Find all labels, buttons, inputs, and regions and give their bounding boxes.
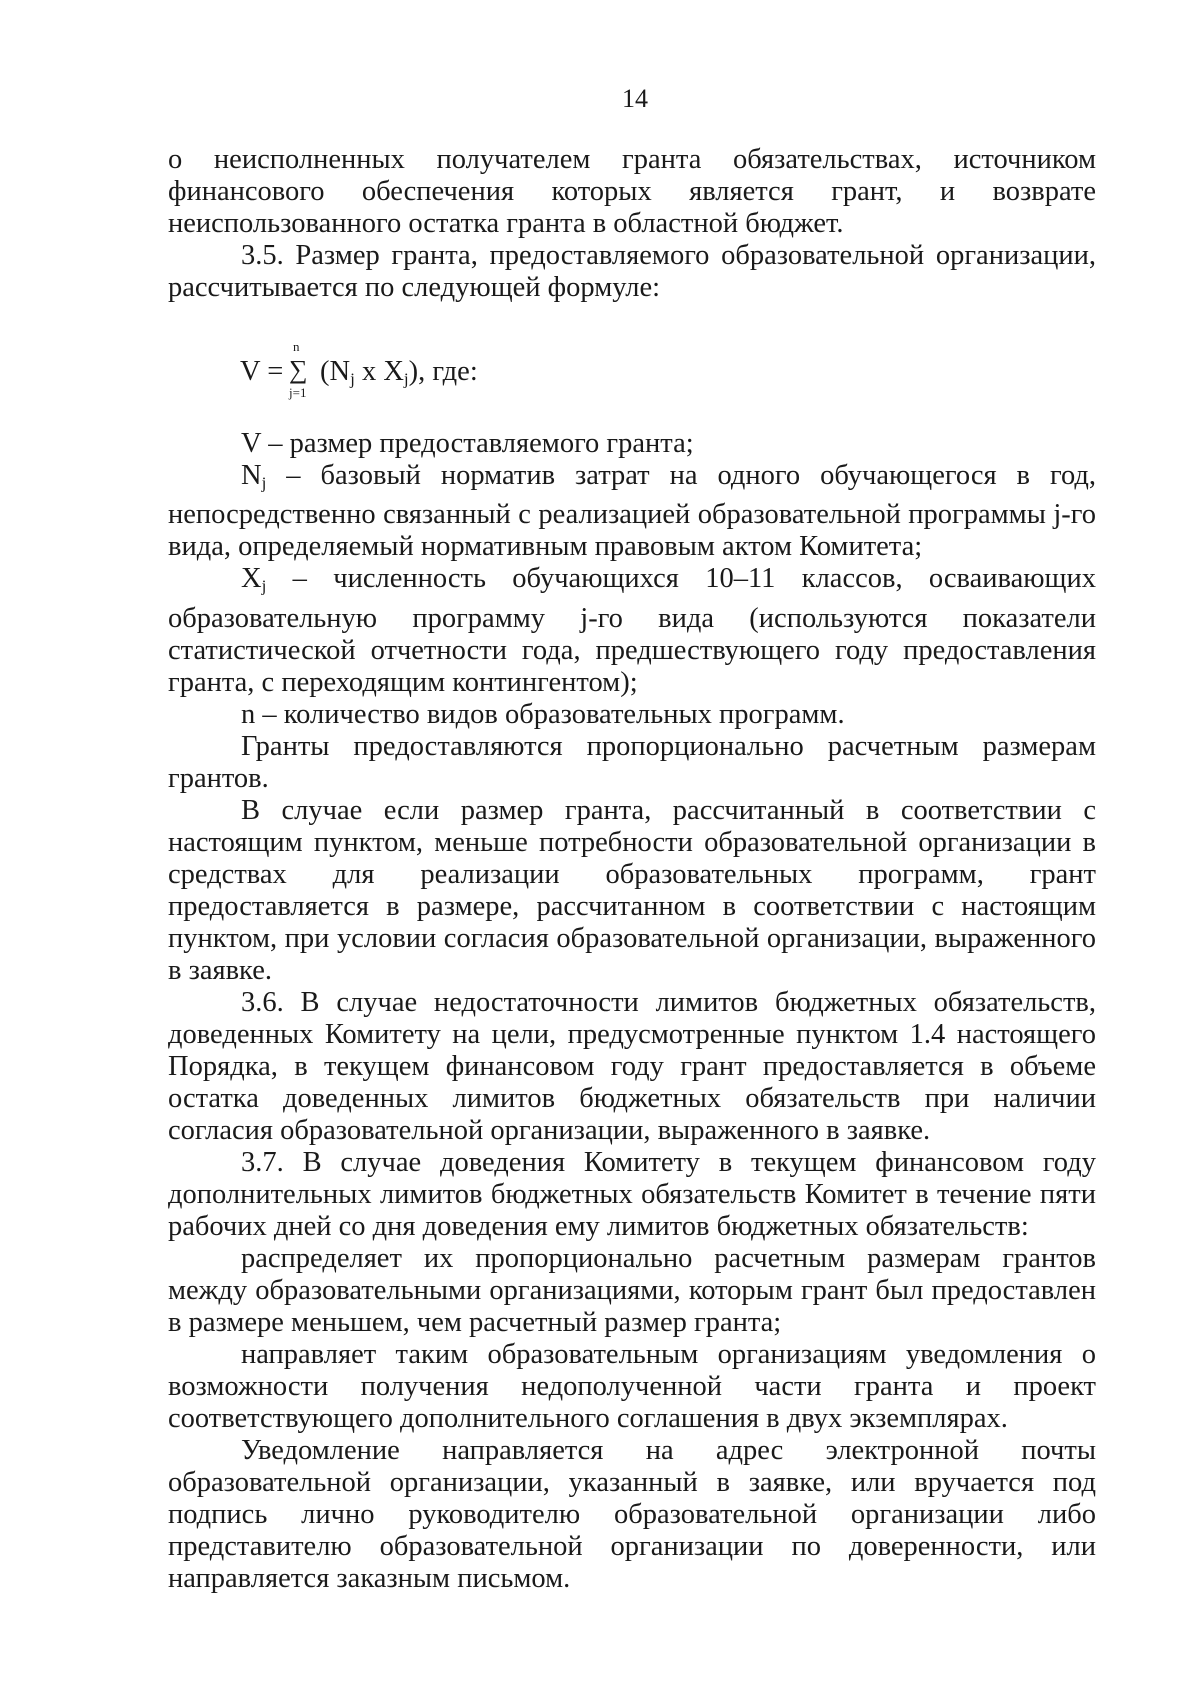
paragraph-grant-return: о неисполненных получателем гранта обязательствах, источником финансового обеспечения которых является грант, и возврате неиспользованного остатка гранта в областной бюджет. [168,144,1096,239]
definition-v: V – размер предоставляемого гранта; [241,428,694,459]
paragraph-grants-proportional: Гранты предоставляются пропорционально расчетным размерам грантов. [168,730,1096,794]
paragraph-grant-shortfall: В случае если размер гранта, рассчитанный в соответствии с настоящим пунктом, меньше потребности образовательной организации в средствах для реализации образовательных программ, грант предоставляется в размере, рассчитанном в соответствии с настоящим пунктом, при условии согласия образовательной организации, выраженного в заявке. [168,794,1096,986]
paragraph-notification: направляет таким образовательным организациям уведомления о возможности получения недополученной части гранта и проект соответствующего дополнительного соглашения в двух экземплярах. [168,1338,1096,1434]
grant-formula [240,340,640,420]
main-section [168,428,1096,1595]
paragraph-3-5: 3.5. Размер гранта, предоставляемого образовательной организации, рассчитывается по следующей формуле: [168,240,1096,303]
definition-x: $X_j$ – численность обучающихся 10–11 классов, осваивающих образовательную программу j-го вида (используются показатели статистической отчетности года, предшествующего году предоставления гранта, с переходящим контингентом); [168,563,1096,698]
formula-upper-limit: n [293,339,300,354]
sum-icon: ∑ [289,355,308,384]
intro-section [168,144,1096,304]
paragraph-delivery: Уведомление направляется на адрес электронной почты образовательной организации, указанный в заявке, или вручается под подпись лично руководителю образовательной организации либо представителю образовательной организации по доверенности, или направляется заказным письмом. [168,1434,1096,1594]
formula-rhs: ($N_j$ х $X_j$), где: [320,356,478,389]
formula-lower-limit: j=1 [289,385,307,400]
paragraph-distribution: распределяет их пропорционально расчетным размерам грантов между образовательными организациями, которым грант был предоставлен в размере меньшем, чем расчетный размер гранта; [168,1242,1096,1338]
definition-count: n – количество видов образовательных программ. [241,698,845,730]
definition-n: $N_j$ – базовый норматив затрат на одного обучающегося в год, непосредственно связанный с реализацией образовательной программы j-го вида, определяемый нормативным правовым актом Комитета; [168,460,1096,563]
page-number: 14 [622,84,648,113]
paragraph-3-7: 3.7. В случае доведения Комитету в текущем финансовом году дополнительных лимитов бюджетных обязательств Комитет в течение пяти рабочих дней со дня доведения ему лимитов бюджетных обязательств: [168,1146,1096,1242]
formula-lhs: V = [240,356,284,387]
paragraph-3-6: 3.6. В случае недостаточности лимитов бюджетных обязательств, доведенных Комитету на цели, предусмотренные пунктом 1.4 настоящего Порядка, в текущем финансовом году грант предоставляется в объеме остатка доведенных лимитов бюджетных обязательств при наличии согласия образовательной организации, выраженного в заявке. [168,986,1096,1146]
